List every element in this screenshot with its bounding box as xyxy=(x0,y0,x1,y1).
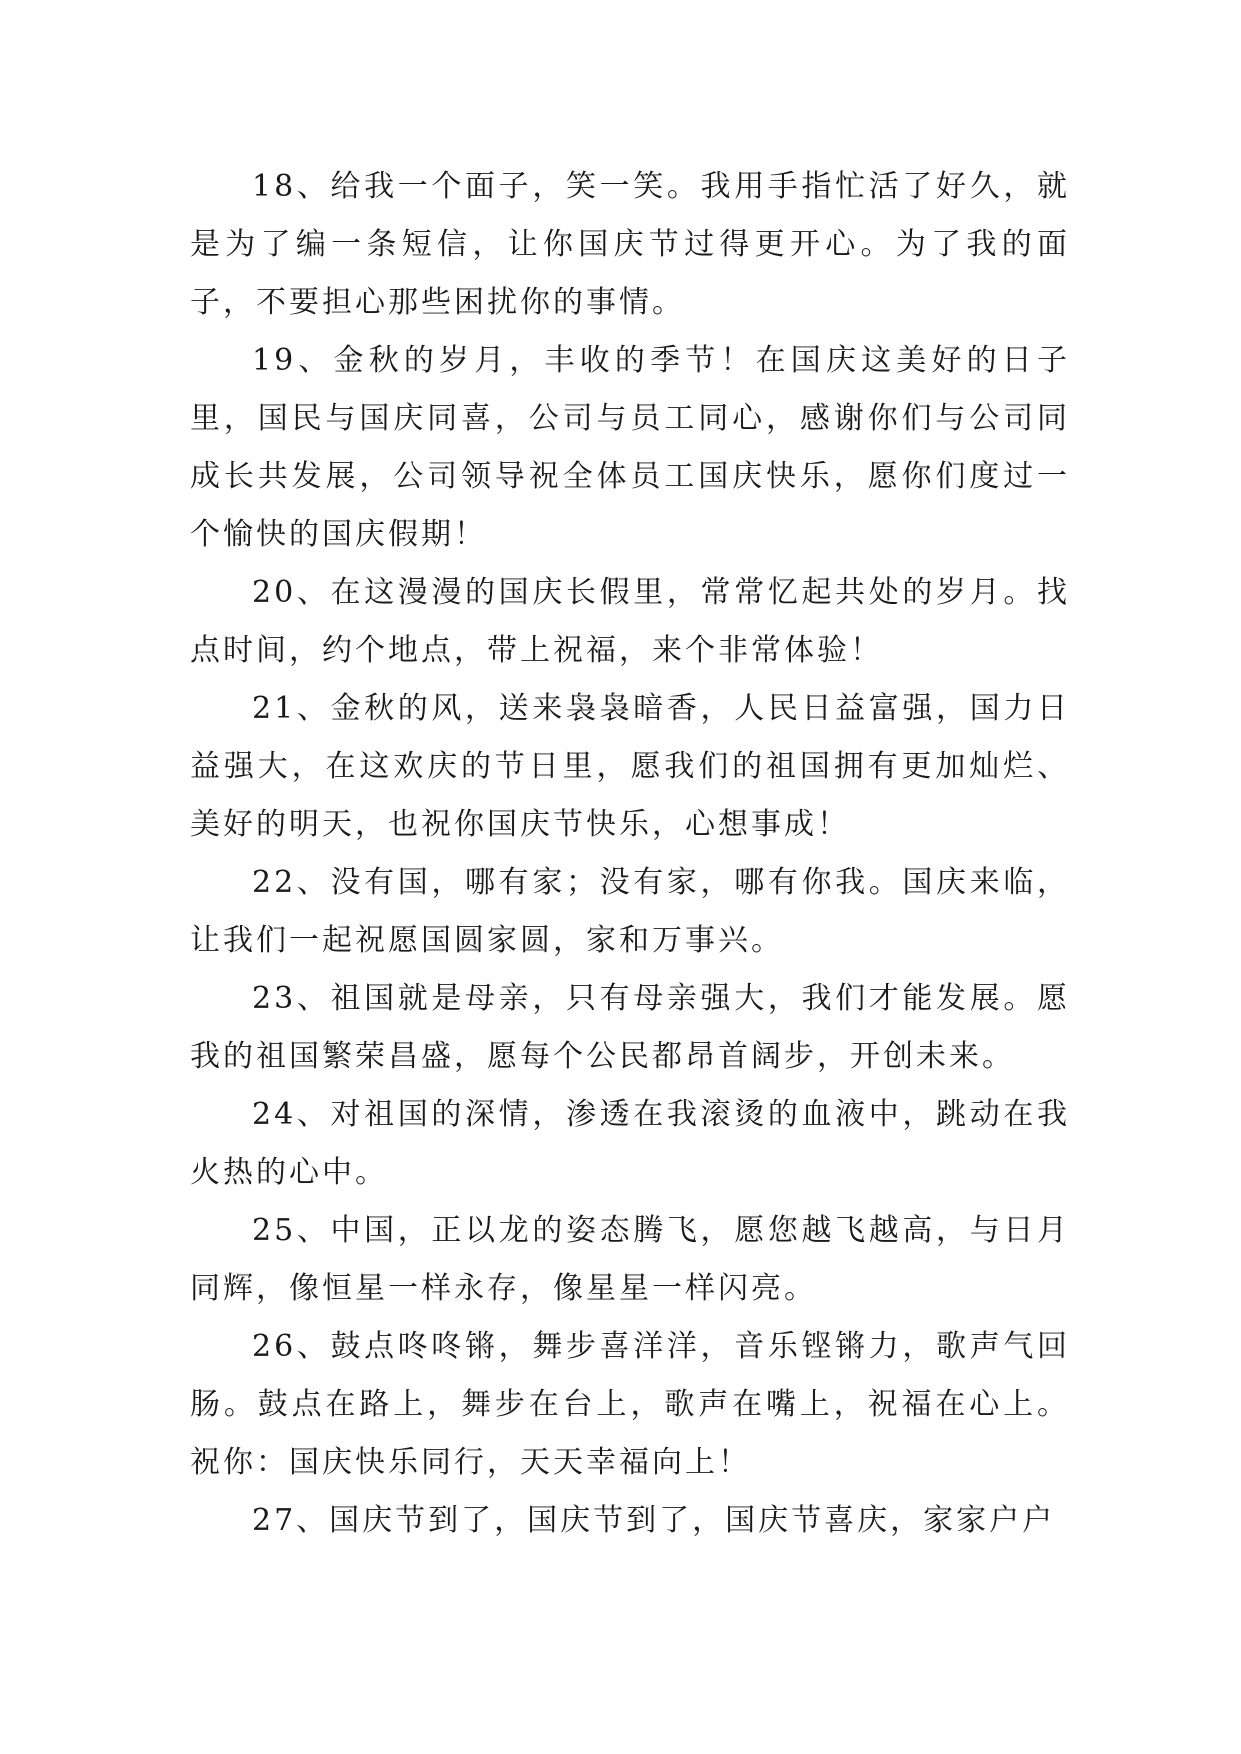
paragraph-23: 23、祖国就是母亲，只有母亲强大，我们才能发展。愿我的祖国繁荣昌盛，愿每个公民都昂首阔步，开创未来。 xyxy=(190,981,1070,1074)
paragraph-20: 20、在这漫漫的国庆长假里，常常忆起共处的岁月。找点时间，约个地点，带上祝福，来个非常体验！ xyxy=(190,575,1070,668)
paragraph-24: 24、对祖国的深情，渗透在我滚烫的血液中，跳动在我火热的心中。 xyxy=(190,1097,1070,1190)
paragraph-19: 19、金秋的岁月，丰收的季节！在国庆这美好的日子里，国民与国庆同喜，公司与员工同心，感谢你们与公司同成长共发展，公司领导祝全体员工国庆快乐，愿你们度过一个愉快的国庆假期！ xyxy=(190,343,1070,552)
paragraph-22: 22、没有国，哪有家；没有家，哪有你我。国庆来临，让我们一起祝愿国圆家圆，家和万事兴。 xyxy=(190,865,1070,958)
paragraph-27: 27、国庆节到了，国庆节到了，国庆节喜庆，家家户户 xyxy=(252,1503,1056,1538)
document-body xyxy=(190,158,1070,1550)
paragraph-25: 25、中国，正以龙的姿态腾飞，愿您越飞越高，与日月同辉，像恒星一样永存，像星星一样闪亮。 xyxy=(190,1213,1070,1306)
paragraph-18: 18、给我一个面子，笑一笑。我用手指忙活了好久，就是为了编一条短信，让你国庆节过得更开心。为了我的面子，不要担心那些困扰你的事情。 xyxy=(190,169,1070,320)
paragraph-26: 26、鼓点咚咚锵，舞步喜洋洋，音乐铿锵力，歌声气回肠。鼓点在路上，舞步在台上，歌声在嘴上，祝福在心上。祝你：国庆快乐同行，天天幸福向上！ xyxy=(190,1329,1070,1480)
paragraph-21: 21、金秋的风，送来袅袅暗香，人民日益富强，国力日益强大，在这欢庆的节日里，愿我们的祖国拥有更加灿烂、美好的明天，也祝你国庆节快乐，心想事成！ xyxy=(190,691,1070,842)
